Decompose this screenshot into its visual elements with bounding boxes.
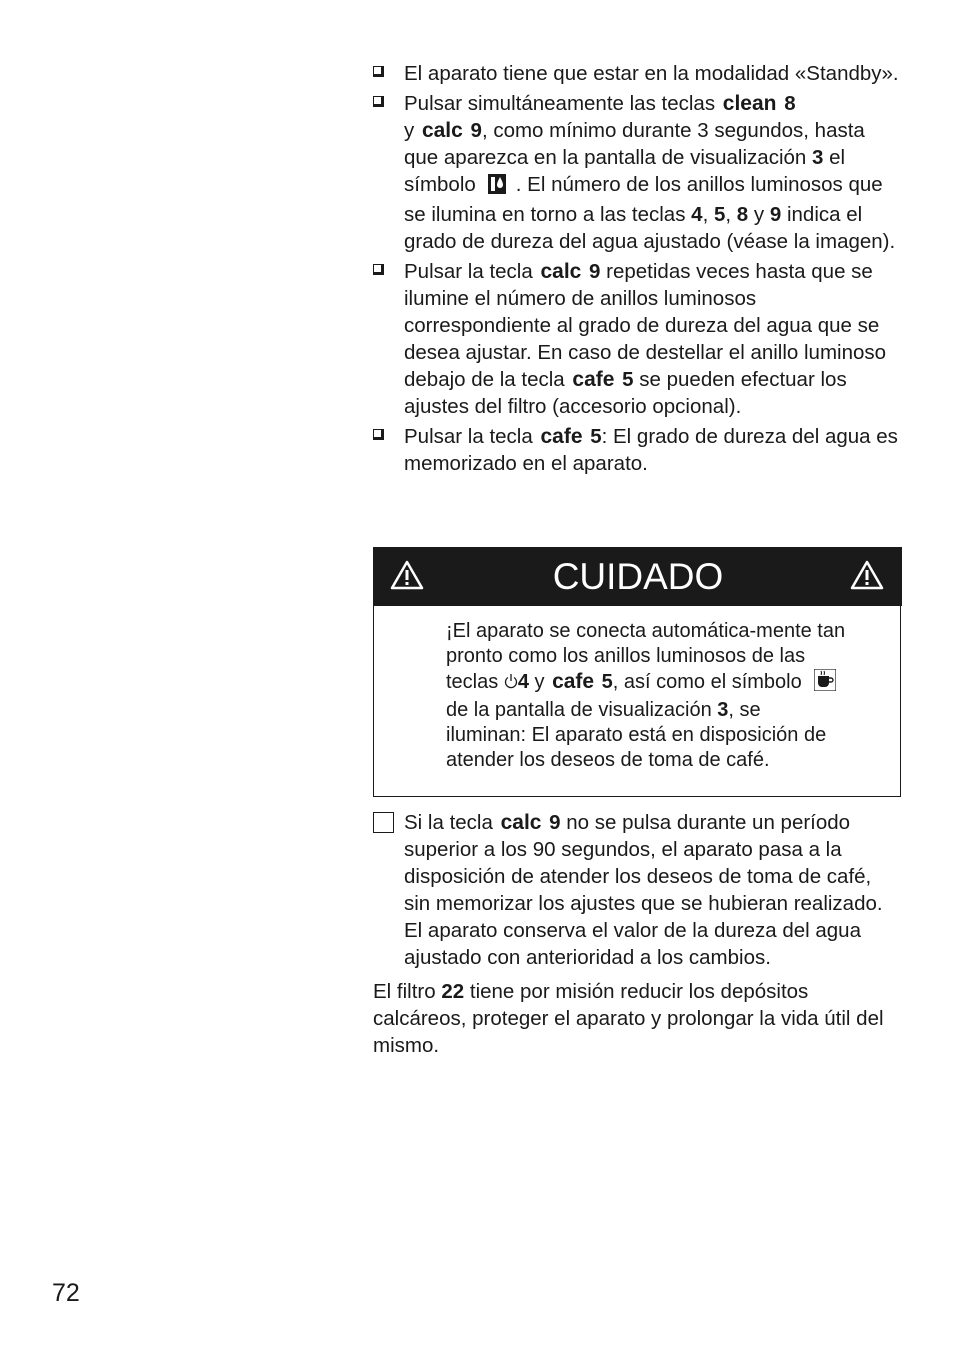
coffee-cup-icon xyxy=(814,669,836,698)
step-2: Pulsar simultáneamente las teclas clean 8 y calc 9, como mínimo durante 3 segundos, hasta que aparezca en la pantalla de visualización 3 el símbolo . El número de los anillos luminosos que se ilumina en torno a las teclas 4, 5, 8 y 9 indica el grado de dureza del agua ajustado (véase la imagen). xyxy=(373,90,903,255)
page-number: 72 xyxy=(52,1279,80,1307)
key-label-calc: calc xyxy=(421,119,463,142)
key-label-calc: calc xyxy=(500,811,542,834)
filter-paragraph: El filtro 22 tiene por misión reducir los depósitos calcáreos, proteger el aparato y prolongar la vida útil del mismo. xyxy=(373,980,884,1057)
empty-box-icon xyxy=(373,812,394,833)
key-label-calc: calc xyxy=(540,260,582,283)
checkbox-icon xyxy=(373,264,384,275)
warning-triangle-icon xyxy=(850,560,884,595)
note-item: Si la tecla calc 9 no se pulsa durante un período superior a los 90 segundos, el aparato pasa a la disposición de atender los deseos de toma de café, sin memorizar los ajustes que se hubieran realizado. El aparato conserva el valor de la dureza del agua ajustado con anterioridad a los cambios. xyxy=(373,809,903,971)
checkbox-icon xyxy=(373,96,384,107)
warning-box xyxy=(373,547,901,797)
key-label-cafe: cafe xyxy=(572,368,615,391)
key-label-cafe: cafe xyxy=(540,425,583,448)
water-hardness-icon xyxy=(488,174,506,201)
warning-title: CUIDADO xyxy=(552,556,724,597)
power-icon xyxy=(504,671,518,696)
key-label-cafe: cafe xyxy=(552,670,595,693)
instruction-list xyxy=(373,60,903,477)
checkbox-icon xyxy=(373,429,384,440)
key-label-clean: clean xyxy=(722,92,777,115)
checkbox-icon xyxy=(373,66,384,77)
step-4: Pulsar la tecla cafe 5: El grado de dureza del agua es memorizado en el aparato. xyxy=(373,423,903,477)
step-3: Pulsar la tecla calc 9 repetidas veces hasta que se ilumine el número de anillos luminosos correspondiente al grado de dureza del agua que se desea ajustar. En caso de destellar el anillo luminoso debajo de la tecla cafe 5 se pueden efectuar los ajustes del filtro (accesorio opcional). xyxy=(373,258,903,420)
step-1: El aparato tiene que estar en la modalidad «Standby». xyxy=(373,60,903,87)
warning-text: ¡El aparato se conecta automática-mente tan pronto como los anillos luminosos de las teclas 4 y cafe 5, así como el símbolode la pantalla de visualización 3, se iluminan: El aparato está en disposición de atender los deseos de toma de café. xyxy=(446,620,846,771)
warning-header xyxy=(374,547,902,606)
